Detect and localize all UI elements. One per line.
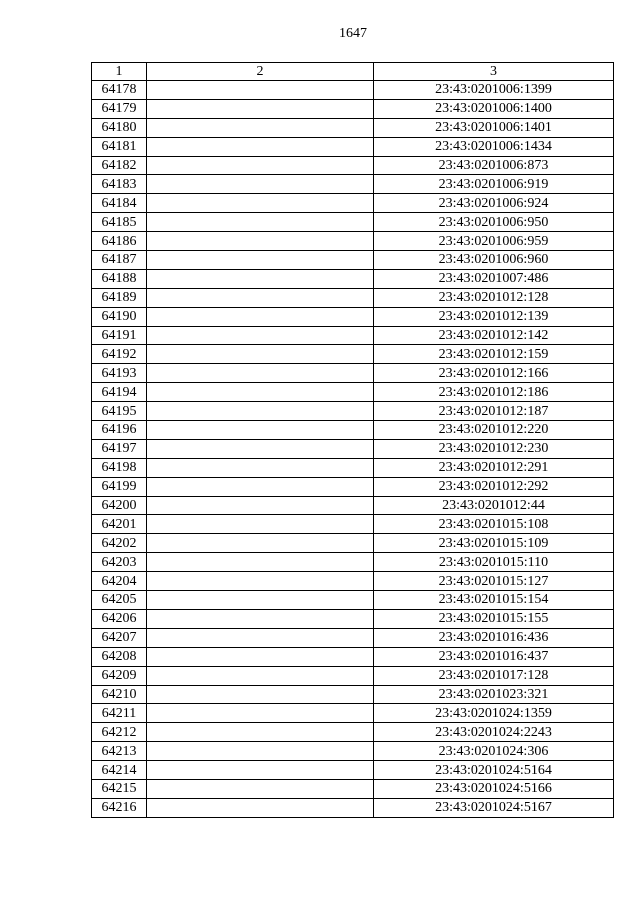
cadastral-number-cell: 23:43:0201024:5166	[374, 779, 614, 798]
row-col2-cell	[147, 251, 374, 270]
cadastral-number-cell: 23:43:0201023:321	[374, 685, 614, 704]
table-row	[92, 326, 614, 345]
cadastral-number-cell: 23:43:0201017:128	[374, 666, 614, 685]
row-col2-cell	[147, 307, 374, 326]
cadastral-number-cell: 23:43:0201024:306	[374, 742, 614, 761]
row-number-cell: 64198	[92, 458, 147, 477]
cadastral-number-cell: 23:43:0201012:142	[374, 326, 614, 345]
table-row	[92, 251, 614, 270]
cadastral-number-cell: 23:43:0201012:291	[374, 458, 614, 477]
cadastral-number-cell: 23:43:0201015:127	[374, 572, 614, 591]
row-col2-cell	[147, 515, 374, 534]
row-col2-cell	[147, 685, 374, 704]
table-row	[92, 515, 614, 534]
row-col2-cell	[147, 647, 374, 666]
cadastral-number-cell: 23:43:0201012:128	[374, 288, 614, 307]
row-number-cell: 64196	[92, 421, 147, 440]
row-col2-cell	[147, 477, 374, 496]
cadastral-number-cell: 23:43:0201024:1359	[374, 704, 614, 723]
row-col2-cell	[147, 779, 374, 798]
table-row	[92, 118, 614, 137]
data-table	[91, 62, 614, 818]
table-row	[92, 572, 614, 591]
table-row	[92, 477, 614, 496]
cadastral-number-cell: 23:43:0201015:110	[374, 553, 614, 572]
row-col2-cell	[147, 175, 374, 194]
row-col2-cell	[147, 609, 374, 628]
cadastral-number-cell: 23:43:0201006:1400	[374, 99, 614, 118]
table-row	[92, 213, 614, 232]
row-number-cell: 64211	[92, 704, 147, 723]
table-row	[92, 307, 614, 326]
table-row	[92, 288, 614, 307]
table-row	[92, 232, 614, 251]
page-number: 1647	[339, 26, 367, 41]
cadastral-number-cell: 23:43:0201007:486	[374, 269, 614, 288]
row-number-cell: 64210	[92, 685, 147, 704]
row-number-cell: 64208	[92, 647, 147, 666]
table-body	[92, 81, 614, 818]
row-col2-cell	[147, 742, 374, 761]
row-number-cell: 64212	[92, 723, 147, 742]
row-col2-cell	[147, 723, 374, 742]
row-number-cell: 64189	[92, 288, 147, 307]
row-col2-cell	[147, 628, 374, 647]
row-number-cell: 64190	[92, 307, 147, 326]
table-row	[92, 137, 614, 156]
row-number-cell: 64193	[92, 364, 147, 383]
row-col2-cell	[147, 534, 374, 553]
table-row	[92, 175, 614, 194]
table-row	[92, 647, 614, 666]
row-number-cell: 64203	[92, 553, 147, 572]
row-col2-cell	[147, 194, 374, 213]
table-row	[92, 458, 614, 477]
table-row	[92, 194, 614, 213]
table-row	[92, 628, 614, 647]
row-number-cell: 64201	[92, 515, 147, 534]
row-number-cell: 64188	[92, 269, 147, 288]
cadastral-number-cell: 23:43:0201015:154	[374, 591, 614, 610]
table-row	[92, 496, 614, 515]
row-number-cell: 64216	[92, 798, 147, 817]
cadastral-number-cell: 23:43:0201015:109	[374, 534, 614, 553]
cadastral-number-cell: 23:43:0201006:873	[374, 156, 614, 175]
row-col2-cell	[147, 269, 374, 288]
table-row	[92, 81, 614, 100]
cadastral-number-cell: 23:43:0201024:2243	[374, 723, 614, 742]
row-number-cell: 64194	[92, 383, 147, 402]
cadastral-number-cell: 23:43:0201006:1399	[374, 81, 614, 100]
cadastral-number-cell: 23:43:0201012:230	[374, 439, 614, 458]
cadastral-number-cell: 23:43:0201012:166	[374, 364, 614, 383]
cadastral-number-cell: 23:43:0201006:950	[374, 213, 614, 232]
cadastral-number-cell: 23:43:0201006:919	[374, 175, 614, 194]
row-number-cell: 64186	[92, 232, 147, 251]
row-col2-cell	[147, 761, 374, 780]
table-header	[92, 63, 614, 81]
table-row	[92, 364, 614, 383]
row-col2-cell	[147, 326, 374, 345]
row-col2-cell	[147, 99, 374, 118]
table-row	[92, 761, 614, 780]
table-row	[92, 553, 614, 572]
row-col2-cell	[147, 458, 374, 477]
cadastral-number-cell: 23:43:0201024:5164	[374, 761, 614, 780]
row-col2-cell	[147, 402, 374, 421]
row-number-cell: 64187	[92, 251, 147, 270]
row-number-cell: 64207	[92, 628, 147, 647]
cadastral-number-cell: 23:43:0201012:186	[374, 383, 614, 402]
cadastral-number-cell: 23:43:0201016:437	[374, 647, 614, 666]
table-row	[92, 421, 614, 440]
table-row	[92, 156, 614, 175]
row-number-cell: 64192	[92, 345, 147, 364]
table-row	[92, 99, 614, 118]
column-header-1: 1	[92, 63, 147, 81]
table-row	[92, 779, 614, 798]
row-number-cell: 64205	[92, 591, 147, 610]
table-row	[92, 345, 614, 364]
row-number-cell: 64213	[92, 742, 147, 761]
table-row	[92, 383, 614, 402]
cadastral-number-cell: 23:43:0201012:292	[374, 477, 614, 496]
table-row	[92, 666, 614, 685]
cadastral-number-cell: 23:43:0201006:959	[374, 232, 614, 251]
row-number-cell: 64197	[92, 439, 147, 458]
row-col2-cell	[147, 798, 374, 817]
row-number-cell: 64214	[92, 761, 147, 780]
row-col2-cell	[147, 364, 374, 383]
table-row	[92, 609, 614, 628]
cadastral-number-cell: 23:43:0201024:5167	[374, 798, 614, 817]
row-col2-cell	[147, 439, 374, 458]
row-number-cell: 64178	[92, 81, 147, 100]
cadastral-number-cell: 23:43:0201006:924	[374, 194, 614, 213]
row-col2-cell	[147, 345, 374, 364]
row-number-cell: 64199	[92, 477, 147, 496]
row-number-cell: 64202	[92, 534, 147, 553]
cadastral-number-cell: 23:43:0201012:139	[374, 307, 614, 326]
row-number-cell: 64209	[92, 666, 147, 685]
cadastral-number-cell: 23:43:0201012:220	[374, 421, 614, 440]
cadastral-number-cell: 23:43:0201015:155	[374, 609, 614, 628]
column-header-2: 2	[147, 63, 374, 81]
cadastral-number-cell: 23:43:0201012:44	[374, 496, 614, 515]
row-number-cell: 64204	[92, 572, 147, 591]
row-col2-cell	[147, 232, 374, 251]
row-col2-cell	[147, 666, 374, 685]
table-row	[92, 798, 614, 817]
row-number-cell: 64206	[92, 609, 147, 628]
header-row	[92, 63, 614, 81]
row-number-cell: 64183	[92, 175, 147, 194]
row-col2-cell	[147, 572, 374, 591]
table-row	[92, 591, 614, 610]
row-number-cell: 64185	[92, 213, 147, 232]
table-row	[92, 534, 614, 553]
row-number-cell: 64181	[92, 137, 147, 156]
table-row	[92, 742, 614, 761]
row-number-cell: 64182	[92, 156, 147, 175]
row-number-cell: 64215	[92, 779, 147, 798]
row-col2-cell	[147, 383, 374, 402]
row-number-cell: 64184	[92, 194, 147, 213]
cadastral-number-cell: 23:43:0201006:960	[374, 251, 614, 270]
table-row	[92, 269, 614, 288]
row-col2-cell	[147, 118, 374, 137]
cadastral-number-cell: 23:43:0201006:1434	[374, 137, 614, 156]
row-number-cell: 64179	[92, 99, 147, 118]
table-row	[92, 704, 614, 723]
cadastral-number-cell: 23:43:0201012:187	[374, 402, 614, 421]
row-col2-cell	[147, 496, 374, 515]
row-col2-cell	[147, 81, 374, 100]
row-col2-cell	[147, 213, 374, 232]
row-col2-cell	[147, 156, 374, 175]
row-col2-cell	[147, 704, 374, 723]
row-col2-cell	[147, 553, 374, 572]
row-col2-cell	[147, 288, 374, 307]
cadastral-number-cell: 23:43:0201012:159	[374, 345, 614, 364]
row-number-cell: 64200	[92, 496, 147, 515]
table-row	[92, 402, 614, 421]
table-row	[92, 723, 614, 742]
row-col2-cell	[147, 137, 374, 156]
row-col2-cell	[147, 421, 374, 440]
cadastral-number-cell: 23:43:0201006:1401	[374, 118, 614, 137]
column-header-3: 3	[374, 63, 614, 81]
row-number-cell: 64195	[92, 402, 147, 421]
cadastral-number-cell: 23:43:0201015:108	[374, 515, 614, 534]
row-number-cell: 64191	[92, 326, 147, 345]
row-number-cell: 64180	[92, 118, 147, 137]
table-row	[92, 439, 614, 458]
row-col2-cell	[147, 591, 374, 610]
cadastral-number-cell: 23:43:0201016:436	[374, 628, 614, 647]
table-row	[92, 685, 614, 704]
